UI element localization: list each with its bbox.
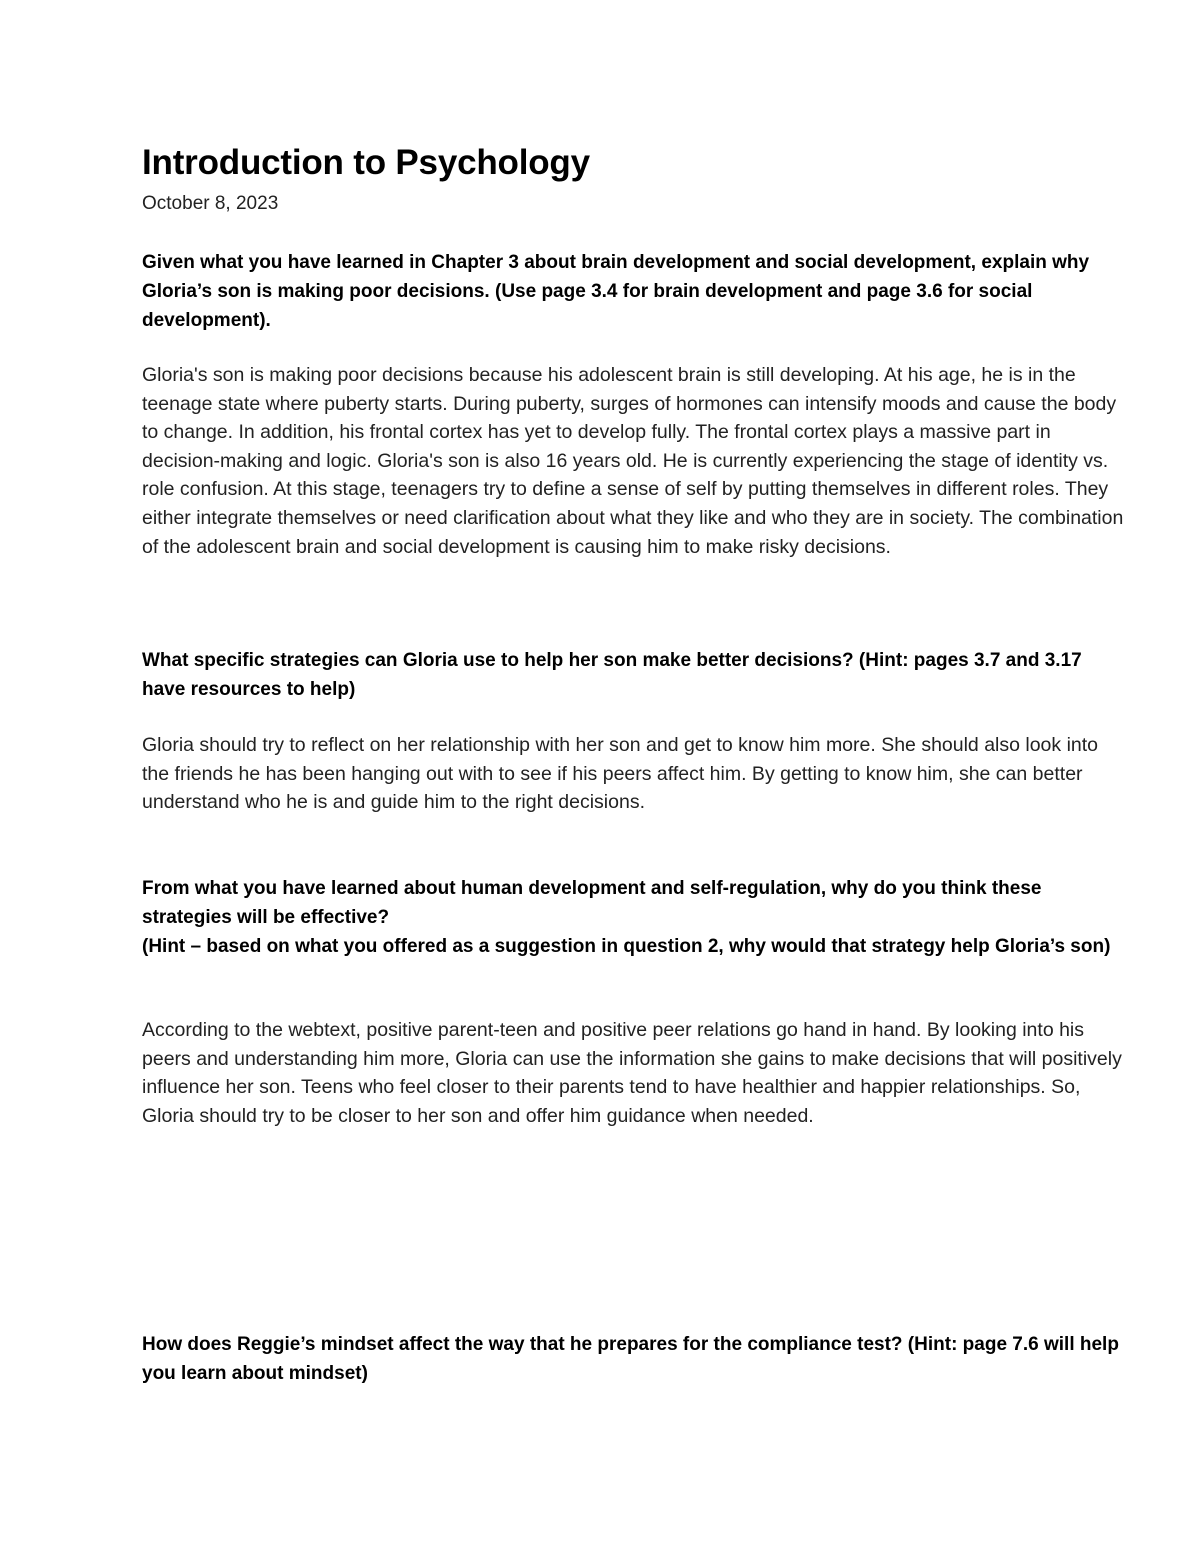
question-2: What specific strategies can Gloria use to help her son make better decisions? (Hint: pages 3.7 and 3.17 have resources to help) (142, 650, 1082, 700)
answer-2: Gloria should try to reflect on her relationship with her son and get to know him more. She should also look into the friends he has been hanging out with to see if his peers affect him. By getting to know him, she can better understand who he is and guide him to the right decisions. (142, 734, 1099, 814)
answer-3: According to the webtext, positive parent-teen and positive peer relations go hand in hand. By looking into his peers and understanding him more, Gloria can use the information she gains to make decisions that will positively influence her son. Teens who feel closer to their parents tend to have healthier and happier relationships. So, Gloria should try to be closer to her son and offer him guidance when needed. (142, 1019, 1122, 1127)
answer-1: Gloria's son is making poor decisions because his adolescent brain is still developing. At his age, he is in the teenage state where puberty starts. During puberty, surges of hormones can intensify moods and cause the body to change. In addition, his frontal cortex has yet to develop fully. The frontal cortex plays a massive part in decision-making and logic. Gloria's son is also 16 years old. He is currently experiencing the stage of identity vs. role confusion. At this stage, teenagers try to define a sense of self by putting themselves in different roles. They either integrate themselves or need clarification about what they like and who they are in society. The combination of the adolescent brain and social development is causing him to make risky decisions. (142, 364, 1124, 558)
question-3-hint: (Hint – based on what you offered as a suggestion in question 2, why would that strategy help Gloria’s son) (142, 936, 1111, 957)
question-3 (142, 874, 1127, 961)
document-date: October 8, 2023 (142, 193, 279, 214)
question-3-text: From what you have learned about human development and self-regulation, why do you think these strategies will be effective? (142, 878, 1042, 928)
document-title: Introduction to Psychology (142, 143, 590, 182)
question-1: Given what you have learned in Chapter 3 about brain development and social development, explain why Gloria’s son is making poor decisions. (Use page 3.4 for brain development and page 3.6 for social development). (142, 252, 1090, 331)
question-4: How does Reggie’s mindset affect the way that he prepares for the compliance test? (Hint: page 7.6 will help you learn about mindset) (142, 1334, 1119, 1384)
